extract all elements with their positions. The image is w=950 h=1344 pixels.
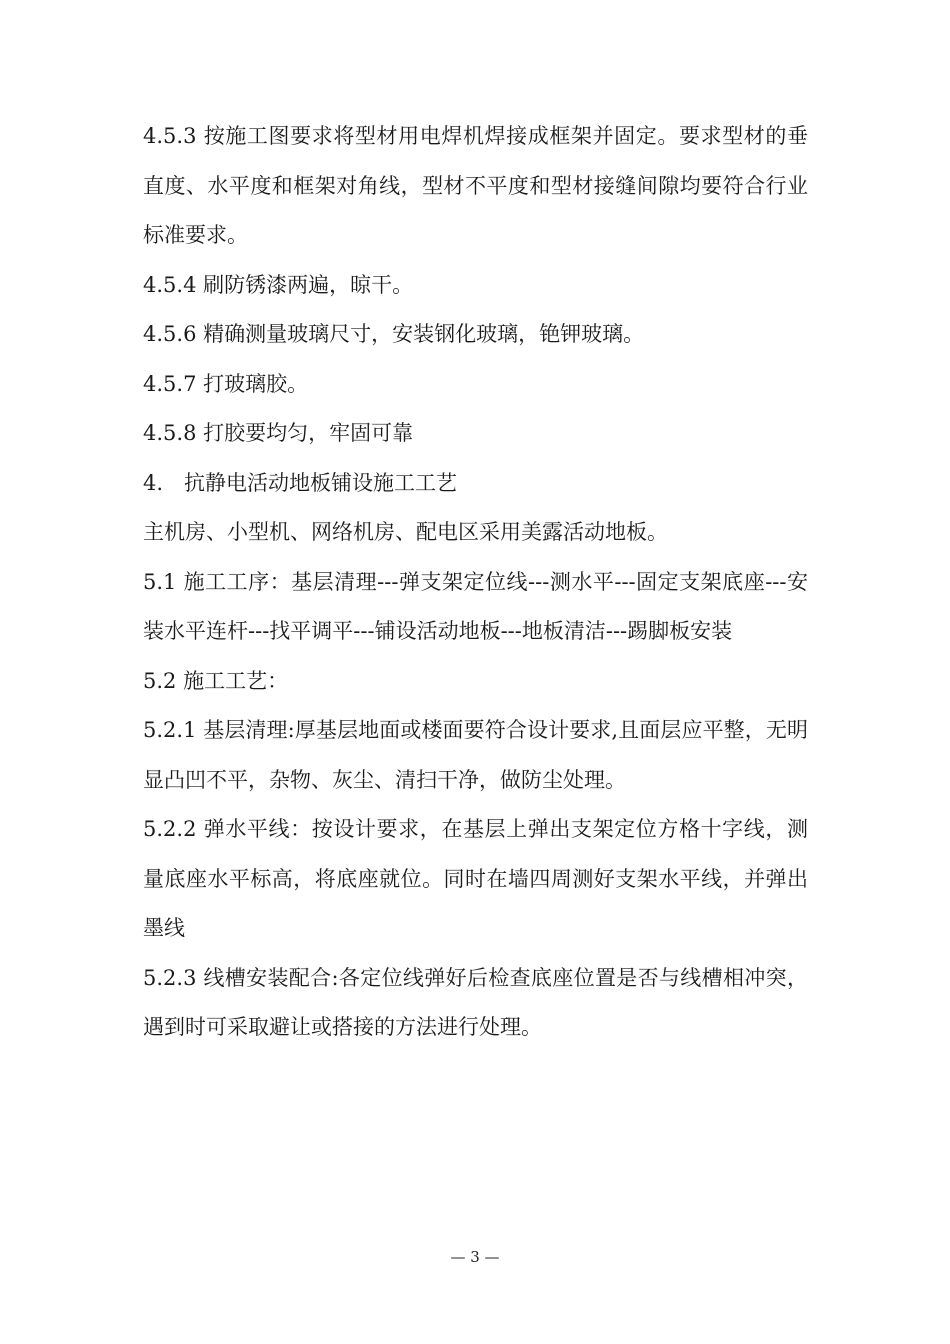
paragraph-intro: 主机房、小型机、网络机房、配电区采用美露活动地板。 [143,520,668,544]
paragraph-4-5-7: 4.5.7 打玻璃胶。 [143,371,309,396]
paragraph-5-2-3: 5.2.3 线槽安装配合:各定位线弹好后检查底座位置是否与线槽相冲突，遇到时可采取避让或搭接的方法进行处理。 [143,965,808,1039]
paragraph-4-5-8: 4.5.8 打胶要均匀，牢固可靠 [143,421,414,445]
paragraph-5-1: 5.1 施工工序：基层清理---弹支架定位线---测水平---固定支架底座---安装水平连杆---找平调平---铺设活动地板---地板清洁---踢脚板安装 [143,569,808,643]
paragraph-4-5-4: 4.5.4 刷防锈漆两遍，晾干。 [143,272,414,297]
section-heading-4: 4. 抗静电活动地板铺设施工工艺 [143,470,458,495]
paragraph-4-5-3: 4.5.3 按施工图要求将型材用电焊机焊接成框架并固定。要求型材的垂直度、水平度和框架对角线，型材不平度和型材接缝间隙均要符合行业标准要求。 [143,124,808,247]
paragraph-5-2-1: 5.2.1 基层清理:厚基层地面或楼面要符合设计要求,且面层应平整，无明显凸凹不平，杂物、灰尘、清扫干净，做防尘处理。 [143,718,808,792]
paragraph-5-2-2: 5.2.2 弹水平线：按设计要求，在基层上弹出支架定位方格十字线，测量底座水平标高，将底座就位。同时在墙四周测好支架水平线，并弹出墨线 [143,817,808,940]
paragraph-4-5-6: 4.5.6 精确测量玻璃尺寸，安装钢化玻璃，铯钾玻璃。 [143,322,645,346]
paragraph-5-2: 5.2 施工工艺： [143,668,289,693]
document-body [143,112,808,1053]
page-number: — 3 — [450,1248,500,1266]
